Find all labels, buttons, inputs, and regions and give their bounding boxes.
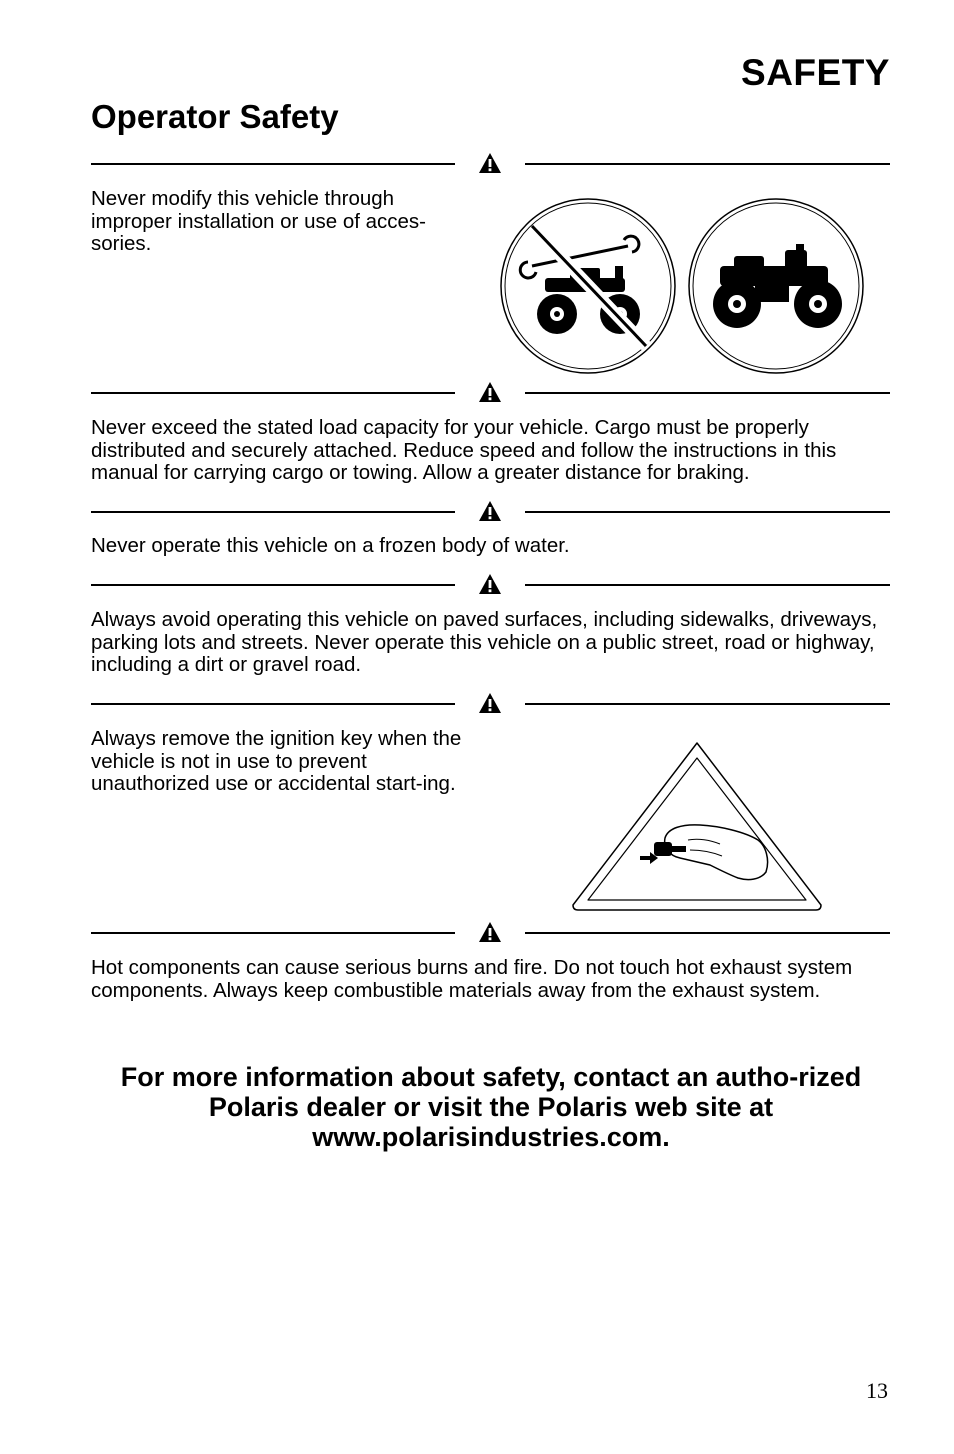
warning-divider <box>91 573 890 597</box>
warning-text-2: Never exceed the stated load capacity for your vehicle. Cargo must be properly distributed and securely attached. Reduce speed and follow the instructions in this manual for carrying cargo or towing. Allow a greater distance for braking. <box>91 416 837 485</box>
closing-note: For more information about safety, contact an autho-rized Polaris dealer or visit the Polaris web site at www.polarisindustries.com. <box>120 1062 862 1152</box>
warning-icon <box>478 573 502 595</box>
warning-text-6: Hot components can cause serious burns and fire. Do not touch hot exhaust system components. Always keep combustible materials away from the exhaust system. <box>91 956 853 1002</box>
warning-text-3: Never operate this vehicle on a frozen body of water. <box>91 534 570 557</box>
warning-divider <box>91 152 890 176</box>
warning-divider <box>91 692 890 716</box>
page-title: Operator Safety <box>91 98 339 135</box>
warning-text-1: Never modify this vehicle through improper installation or use of acces-sories. <box>91 187 426 256</box>
no-modification-and-atv-illustration <box>500 196 866 378</box>
warning-icon <box>478 381 502 403</box>
warning-text-5: Always remove the ignition key when the vehicle is not in use to prevent unauthorized use or accidental start-ing. <box>91 727 462 796</box>
atv-icon <box>689 199 863 373</box>
warning-icon <box>478 692 502 714</box>
warning-divider <box>91 381 890 405</box>
warning-divider <box>91 921 890 945</box>
remove-key-illustration <box>570 740 824 912</box>
warning-divider <box>91 500 890 524</box>
ignition-key-icon <box>573 743 821 910</box>
warning-icon <box>478 921 502 943</box>
warning-text-4: Always avoid operating this vehicle on paved surfaces, including sidewalks, driveways, parking lots and streets. Never operate this vehicle on a public street, road or highway, including a dirt or gravel road. <box>91 608 878 677</box>
warning-icon <box>478 152 502 174</box>
warning-icon <box>478 500 502 522</box>
page-number: 13 <box>866 1378 888 1403</box>
section-title: SAFETY <box>741 52 890 93</box>
no-modification-icon <box>501 199 675 373</box>
